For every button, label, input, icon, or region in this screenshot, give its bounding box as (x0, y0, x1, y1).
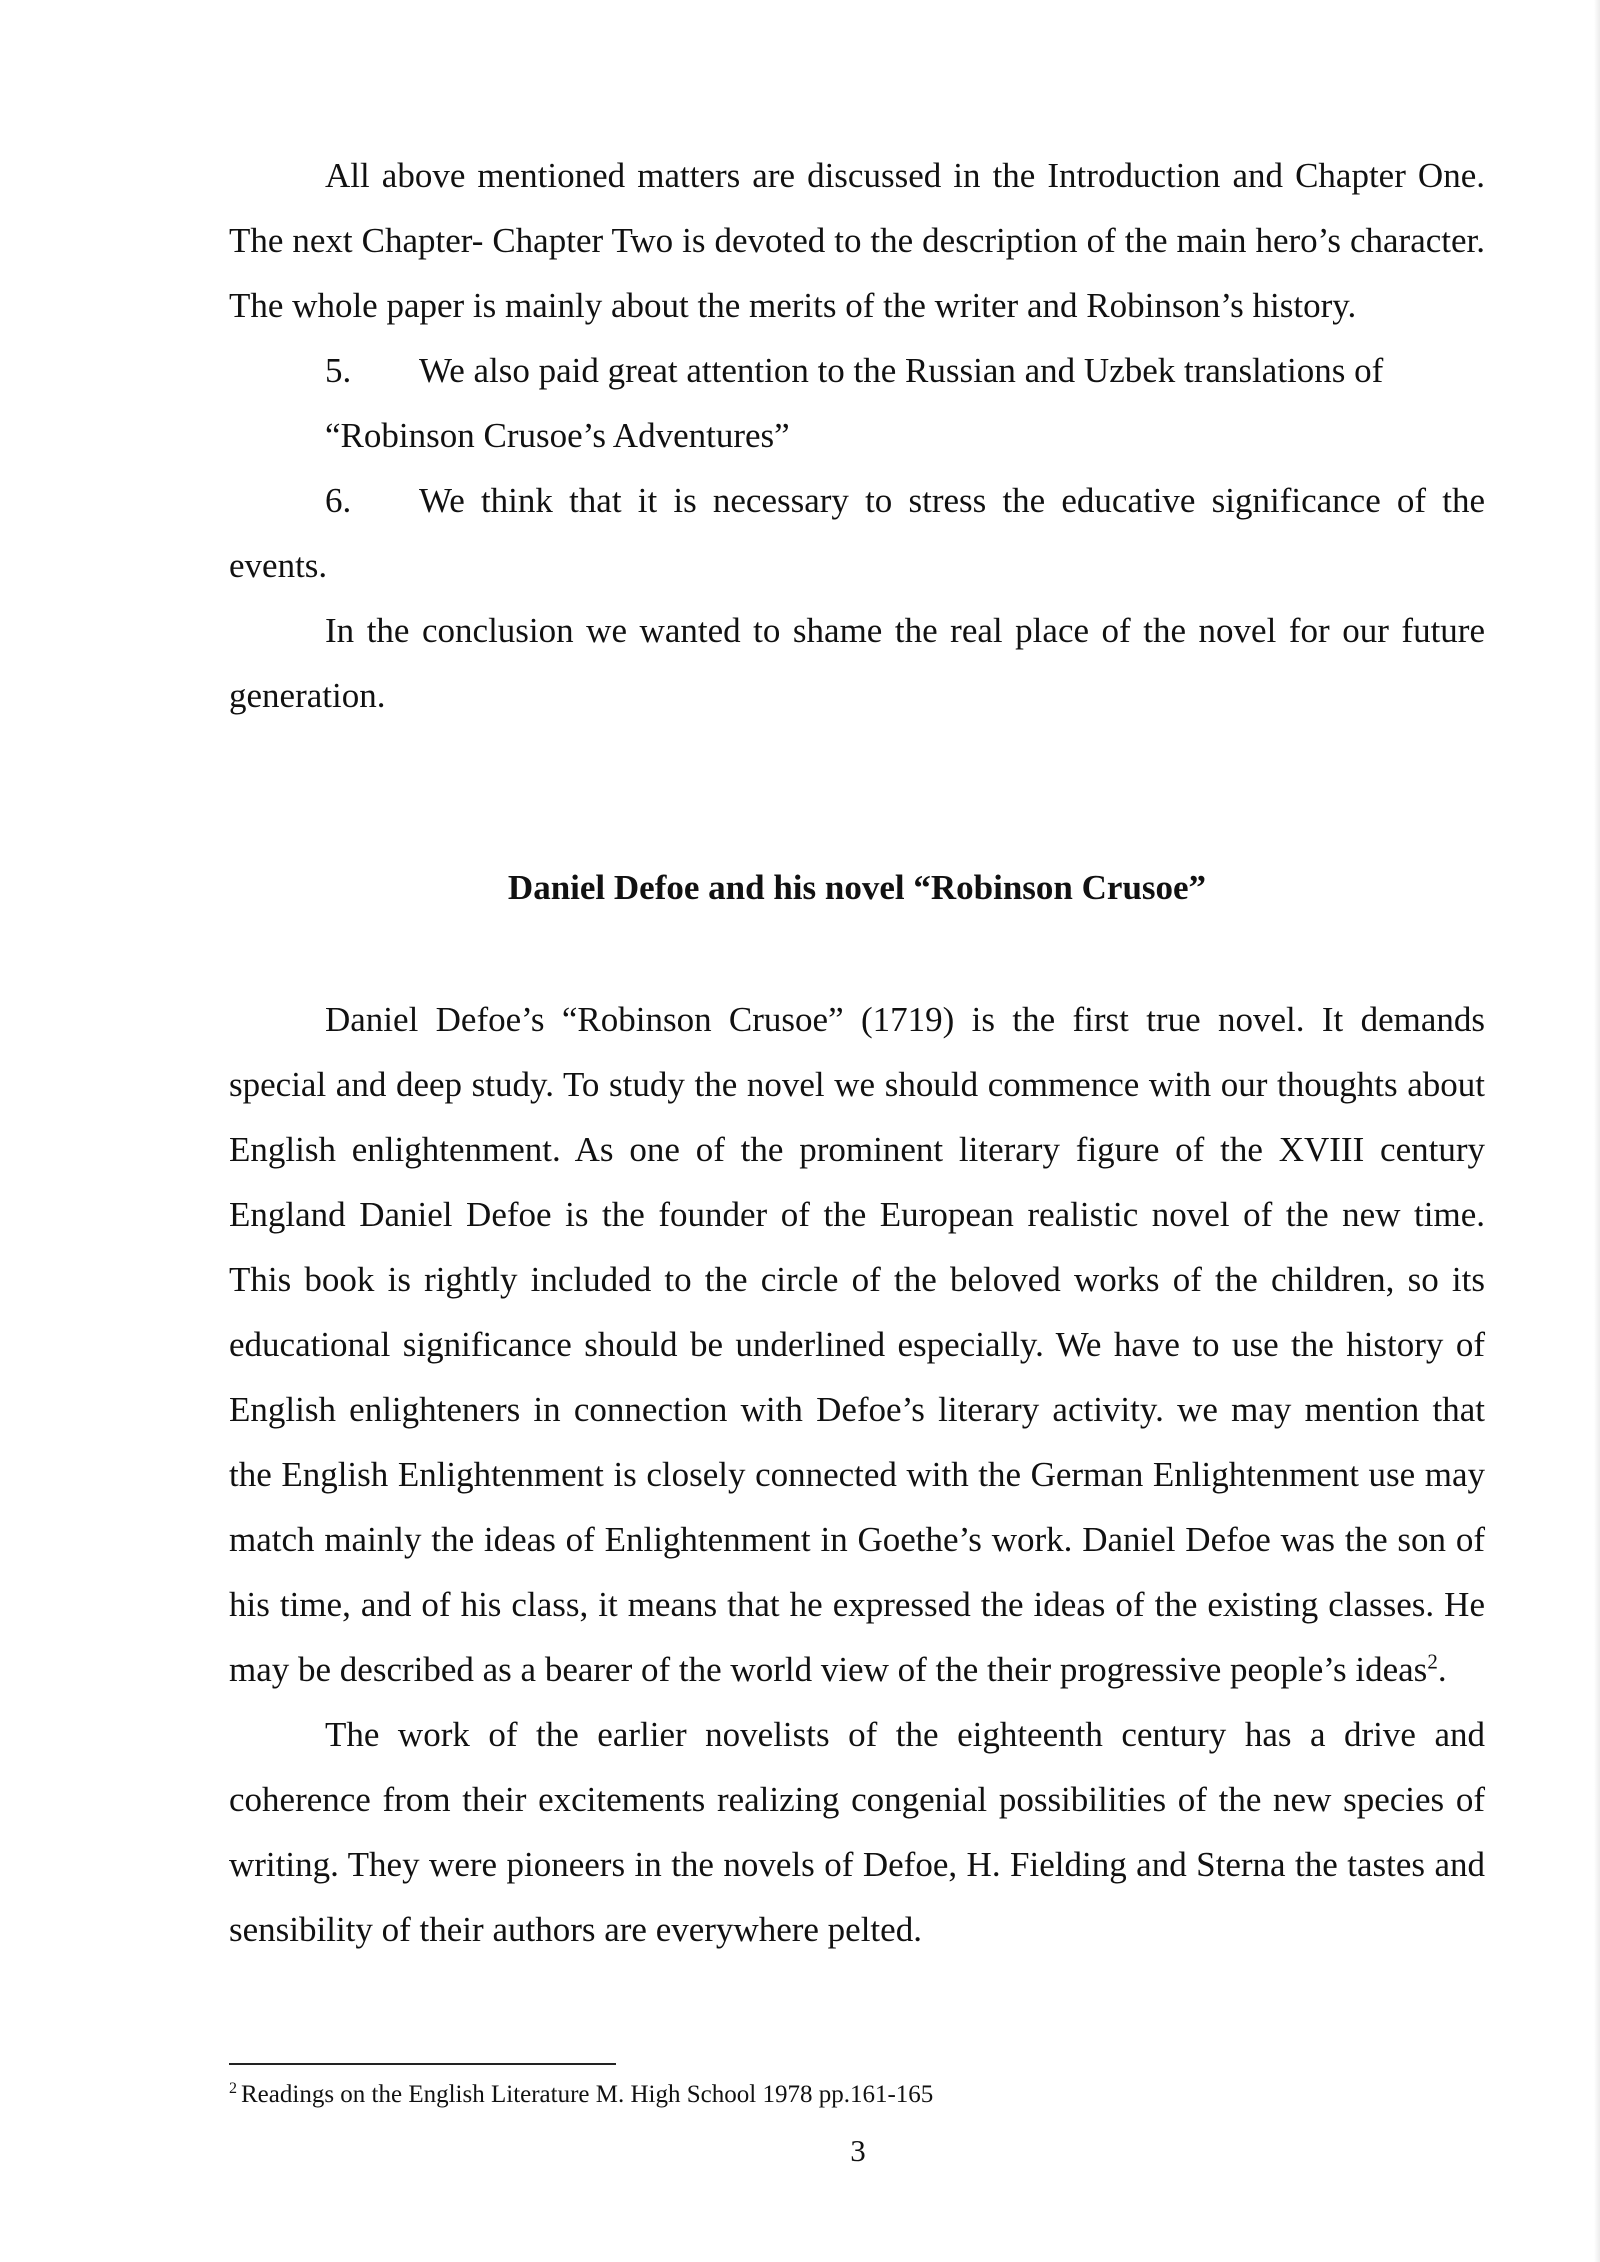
section-heading: Daniel Defoe and his novel “Robinson Crusoe” (507, 868, 1207, 907)
main-paragraph-1-end: . (1437, 1650, 1447, 1689)
main-paragraph-1-text: Daniel Defoe’s “Robinson Crusoe” (1719) is the first true novel. It demands special and deep study. To study the novel we should commence with our thoughts about English enlightenment. As one of the prominent literary figure of the XVIII century England Daniel Defoe is the founder of the European realistic novel of the new time. This book is rightly included to the circle of the beloved works of the children, so its educational significance should be underlined especially. We have to use the history of English enlighteners in connection with Defoe’s literary activity. we may mention that the English Enlightenment is closely connected with the German Enlightenment use may match mainly the ideas of Enlightenment in Goethe’s work. Daniel Defoe was the son of his time, and of his class, it means that he expressed the ideas of the existing classes. He may be described as a bearer of the world view of the their progressive people’s ideas (229, 1000, 1485, 1689)
intro-paragraph: All above mentioned matters are discussed in the Introduction and Chapter One. The next Chapter- Chapter Two is devoted to the description of the main hero’s character. The whole paper is mainly about the merits of the writer and Robinson’s history. (229, 156, 1485, 325)
footnote-marker: 2 (229, 2079, 237, 2097)
footnote-text: Readings on the English Literature M. High School 1978 pp.161-165 (241, 2081, 934, 2108)
list-item-5 (229, 338, 1485, 403)
footnote-separator (229, 2063, 616, 2065)
list-item-6 (229, 468, 1485, 598)
intro-section (229, 143, 1485, 728)
list-item-5-continuation: “Robinson Crusoe’s Adventures” (325, 416, 790, 455)
page-edge-shadow (1594, 0, 1600, 2262)
list-text-5: We also paid great attention to the Russian and Uzbek translations of (419, 351, 1384, 390)
list-number-5: 5. (325, 351, 352, 390)
main-paragraph-1 (229, 987, 1485, 1702)
main-section (229, 987, 1485, 1962)
list-text-6: We think that it is necessary to stress the educative significance of the events. (229, 481, 1485, 585)
footnote-reference[interactable]: 2 (1427, 1649, 1438, 1674)
list-number-6: 6. (325, 481, 352, 520)
page-number: 3 (850, 2133, 866, 2168)
main-paragraph-2: The work of the earlier novelists of the eighteenth century has a drive and coherence from their excitements realizing congenial possibilities of the new species of writing. They were pioneers in the novels of Defoe, H. Fielding and Sterna the tastes and sensibility of their authors are everywhere pelted. (229, 1715, 1485, 1949)
footnote (229, 2077, 1485, 2113)
conclusion-paragraph: In the conclusion we wanted to shame the real place of the novel for our future generation. (229, 611, 1485, 715)
